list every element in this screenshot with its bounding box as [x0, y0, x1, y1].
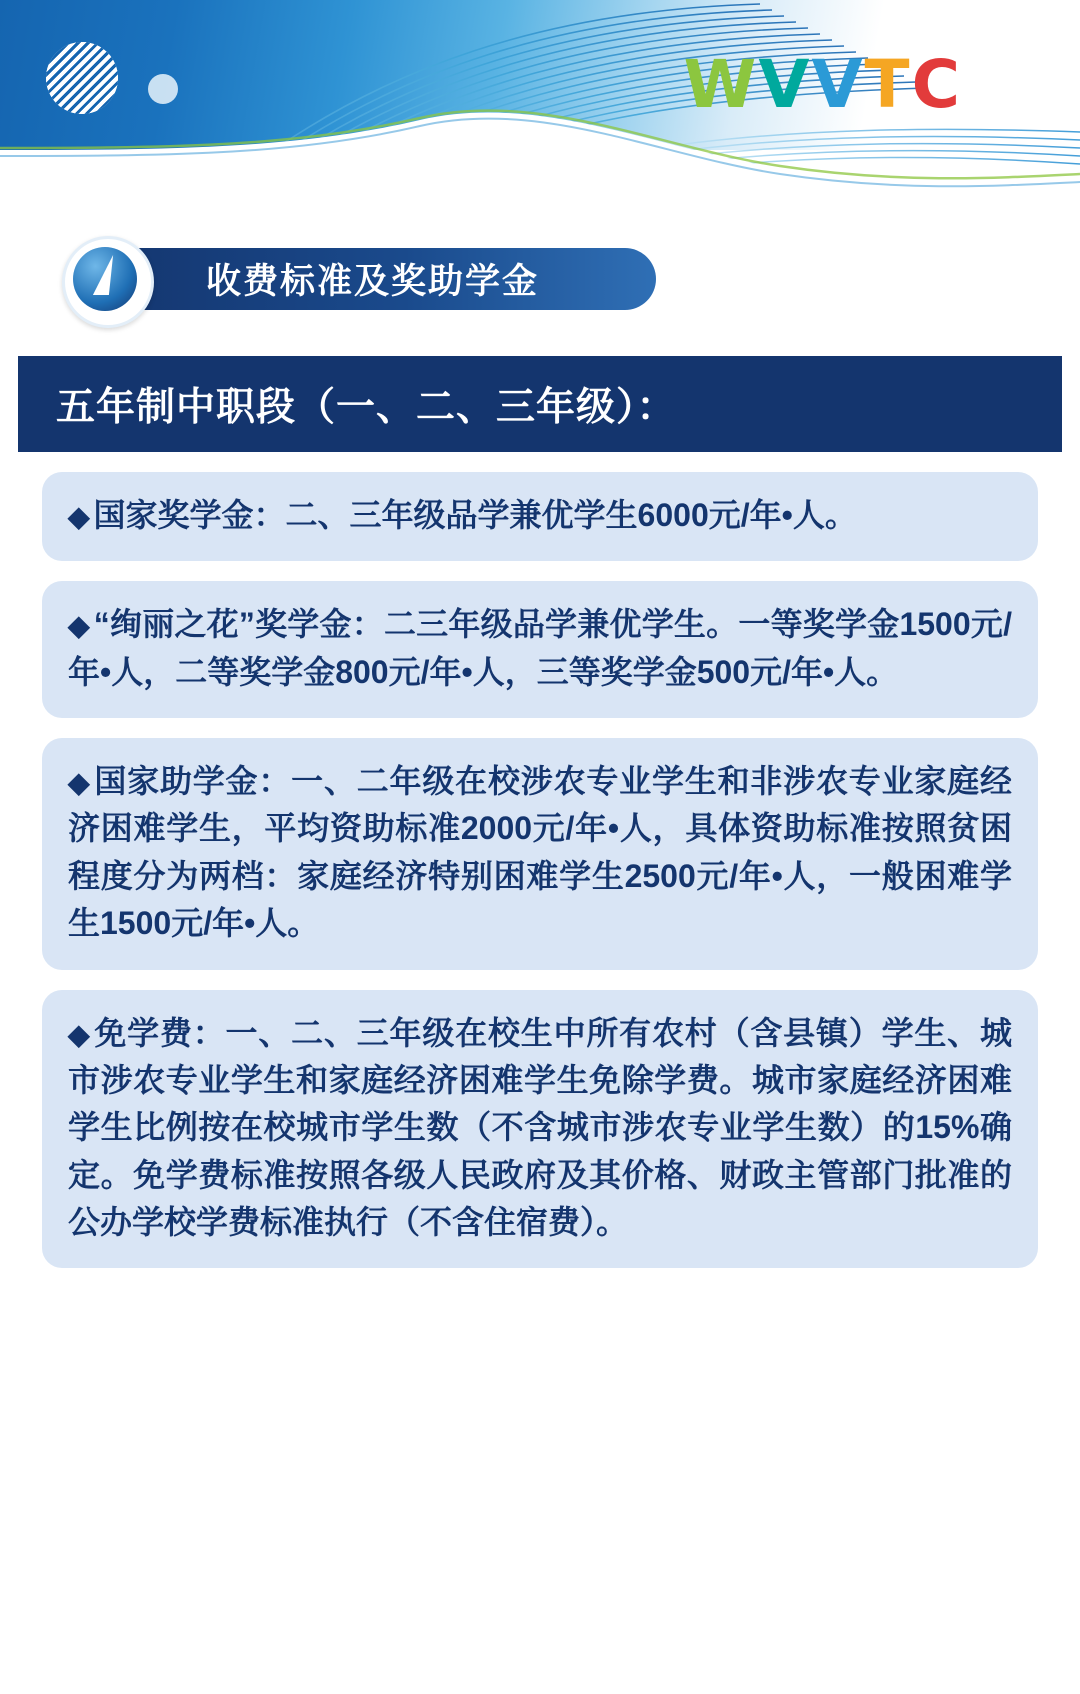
emblem-stripes: [46, 42, 118, 114]
policy-text: 国家助学金：一、二年级在校涉农专业学生和非涉农专业家庭经济困难学生，平均资助标准2000元/年•人，具体资助标准按照贫困程度分为两档：家庭经济特别困难学生2500元/年•人，一般困难学生1500元/年•人。: [68, 763, 1012, 942]
school-emblem-icon: [46, 42, 118, 114]
policy-paragraph: [68, 601, 1012, 696]
page-header: [0, 0, 1080, 196]
policy-card: [42, 738, 1038, 969]
section-title-row: [0, 230, 1080, 350]
policy-text: “绚丽之花”奖学金：二三年级品学兼优学生。一等奖学金1500元/年•人，二等奖学金800元/年•人，三等奖学金500元/年•人。: [68, 606, 1012, 690]
bullet-diamond-icon: ◆: [68, 501, 90, 532]
subsection-header: [18, 356, 1062, 452]
subsection-title: 五年制中职段（一、二、三年级）：: [56, 386, 677, 429]
emblem-accent-dot: [148, 74, 178, 104]
wordmark-letter-t: T: [864, 46, 912, 123]
policy-paragraph: [68, 492, 1012, 539]
policy-card: [42, 581, 1038, 718]
wordmark-letter-v1: V: [758, 46, 812, 123]
policy-text: 国家奖学金：二、三年级品学兼优学生6000元/年•人。: [93, 497, 857, 533]
policy-paragraph: [68, 1010, 1012, 1247]
policy-paragraph: [68, 758, 1012, 947]
bullet-diamond-icon: ◆: [68, 767, 91, 799]
policy-text: 免学费：一、二、三年级在校生中所有农村（含县镇）学生、城市涉农专业学生和家庭经济困难学生免除学费。城市家庭经济困难学生比例按在校城市学生数（不含城市涉农专业学生数）的15%确定。免学费标准按照各级人民政府及其价格、财政主管部门批准的公办学校学费标准执行（不含住宿费）。: [68, 1014, 1012, 1240]
policy-card: [42, 472, 1038, 561]
wvtc-wordmark: [683, 46, 962, 123]
page-title: 收费标准及奖助学金: [206, 262, 540, 301]
content-area: [0, 452, 1080, 1268]
wordmark-letter-w1: W: [683, 46, 759, 123]
wordmark-letter-c: C: [911, 46, 962, 123]
sail-badge-icon: [62, 236, 154, 328]
wordmark-letter-v2: V: [811, 46, 865, 123]
policy-card: [42, 990, 1038, 1269]
bullet-diamond-icon: ◆: [68, 610, 90, 642]
section-title-pill: [96, 248, 656, 310]
bullet-diamond-icon: ◆: [68, 1018, 91, 1050]
